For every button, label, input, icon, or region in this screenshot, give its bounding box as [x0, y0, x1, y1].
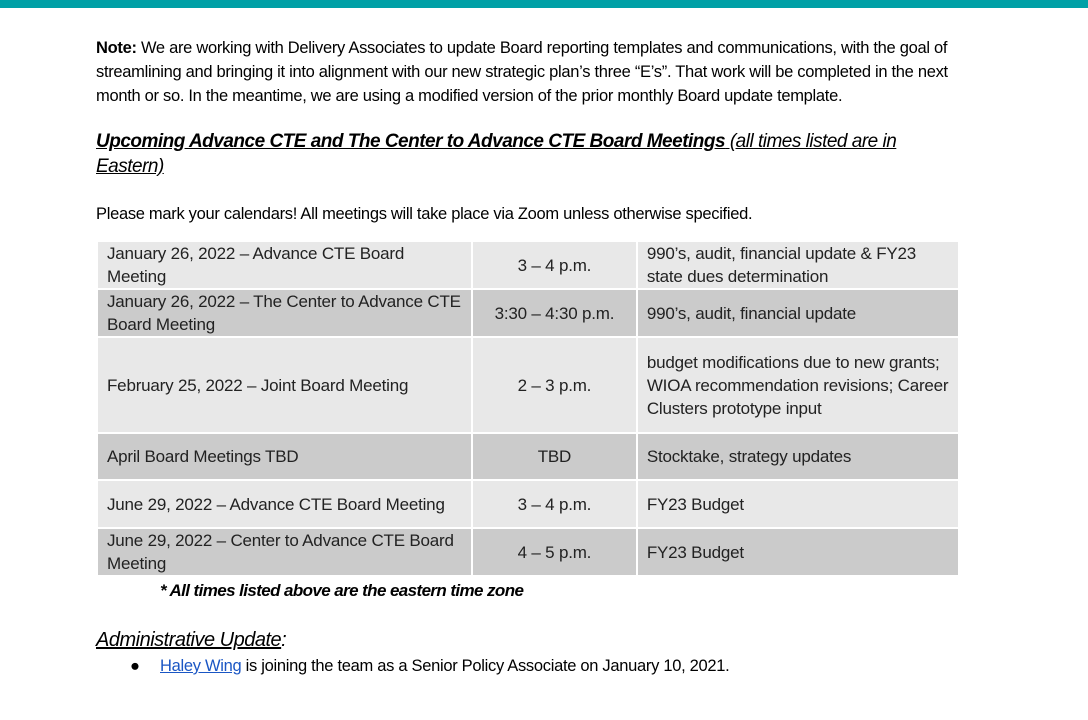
table-row	[97, 241, 959, 289]
meeting-topic-cell: budget modifications due to new grants; WIOA recommendation revisions; Career Clusters prototype input	[637, 337, 959, 433]
meeting-topic-cell: 990’s, audit, financial update	[637, 289, 959, 337]
table-row	[97, 528, 959, 576]
meeting-event-cell: June 29, 2022 – Advance CTE Board Meeting	[97, 480, 472, 528]
list-item	[96, 653, 966, 679]
note-text: We are working with Delivery Associates to update Board reporting templates and communications, with the goal of streamlining and bringing it into alignment with our new strategic plan’s three “E’s”. That work will be completed in the next month or so. In the meantime, we are using a modified version of the prior monthly Board update template.	[96, 39, 948, 105]
table-row	[97, 337, 959, 433]
table-row	[97, 433, 959, 480]
admin-heading-suffix: :	[281, 629, 287, 651]
meeting-time-cell: 3:30 – 4:30 p.m.	[472, 289, 637, 337]
meeting-topic-cell: FY23 Budget	[637, 528, 959, 576]
meetings-heading-title: Upcoming Advance CTE and The Center to Advance CTE Board Meetings	[96, 131, 726, 152]
meeting-topic-cell: 990’s, audit, financial update & FY23 state dues determination	[637, 241, 959, 289]
meeting-event-cell: June 29, 2022 – Center to Advance CTE Board Meeting	[97, 528, 472, 576]
meeting-event-cell: January 26, 2022 – Advance CTE Board Meeting	[97, 241, 472, 289]
meeting-time-cell: 3 – 4 p.m.	[472, 241, 637, 289]
staff-name-link[interactable]: Haley Wing	[160, 657, 242, 675]
table-row	[97, 480, 959, 528]
note-paragraph	[96, 36, 966, 108]
meeting-topic-cell: Stocktake, strategy updates	[637, 433, 959, 480]
meeting-event-cell: February 25, 2022 – Joint Board Meeting	[97, 337, 472, 433]
table-row	[97, 289, 959, 337]
meeting-time-cell: 3 – 4 p.m.	[472, 480, 637, 528]
bullet-icon: ●	[130, 657, 140, 675]
meeting-topic-cell: FY23 Budget	[637, 480, 959, 528]
meeting-time-cell: TBD	[472, 433, 637, 480]
meeting-event-cell: January 26, 2022 – The Center to Advance CTE Board Meeting	[97, 289, 472, 337]
top-accent-bar	[0, 0, 1088, 8]
admin-heading	[96, 627, 966, 653]
document-body	[96, 36, 966, 679]
admin-update-list	[96, 653, 966, 679]
admin-item-text: is joining the team as a Senior Policy Associate on January 10, 2021.	[241, 657, 730, 675]
meetings-table	[96, 240, 960, 577]
meetings-heading-note: (all times listed are in Eastern)	[96, 131, 897, 177]
note-label: Note:	[96, 39, 137, 57]
timezone-footnote: * All times listed above are the eastern time zone	[160, 581, 524, 600]
meeting-event-cell: April Board Meetings TBD	[97, 433, 472, 480]
meetings-intro: Please mark your calendars! All meetings will take place via Zoom unless otherwise specified.	[96, 205, 753, 223]
meetings-heading	[96, 129, 966, 179]
meeting-time-cell: 4 – 5 p.m.	[472, 528, 637, 576]
meeting-time-cell: 2 – 3 p.m.	[472, 337, 637, 433]
admin-heading-title: Administrative Update	[96, 629, 282, 651]
